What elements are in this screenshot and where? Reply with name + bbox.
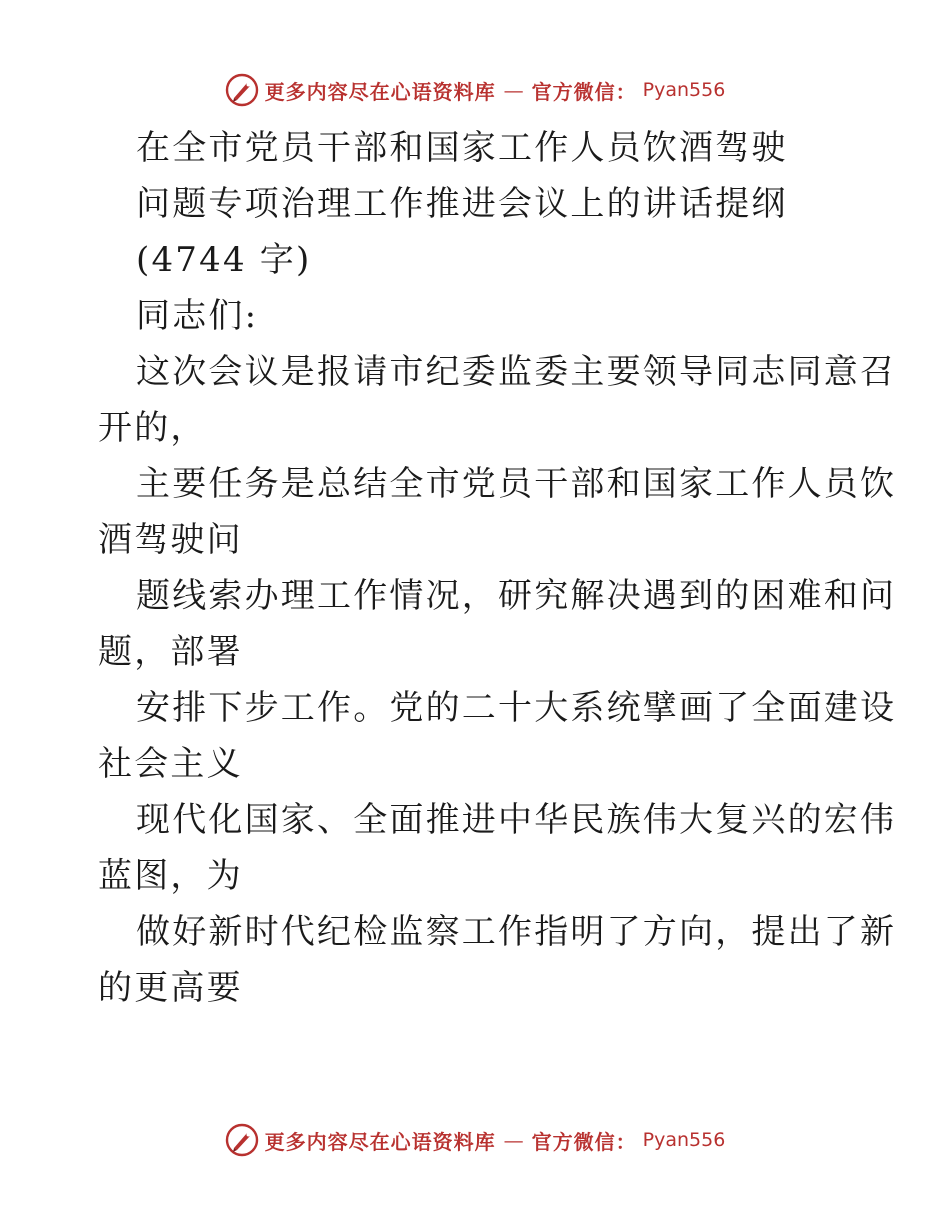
document-title-line-1: 在全市党员干部和国家工作人员饮酒驾驶 (136, 128, 788, 168)
paragraph-line: 这次会议是报请市纪委监委主要领导同志同意召 (136, 352, 897, 392)
document-salutation: 同志们: (136, 296, 259, 336)
document-title-line-2: 问题专项治理工作推进会议上的讲话提纲 (136, 184, 788, 224)
paragraph-line: 蓝图，为 (98, 856, 243, 896)
header-banner (0, 70, 950, 110)
paragraph-line: 题，部署 (98, 632, 243, 672)
header-banner-separator: — (503, 78, 524, 102)
document-word-count: (4744 字) (136, 240, 312, 280)
header-wechat-id: Pyan556 (642, 79, 726, 101)
header-banner-text: 更多内容尽在心语资料库 (264, 79, 496, 104)
footer-banner-separator: — (503, 1128, 524, 1152)
paragraph-line: 安排下步工作。党的二十大系统擘画了全面建设 (136, 688, 897, 728)
footer-wechat-id: Pyan556 (642, 1129, 726, 1151)
paragraph-line: 社会主义 (98, 744, 243, 784)
paragraph-line: 做好新时代纪检监察工作指明了方向，提出了新 (136, 912, 897, 952)
header-wechat-label: 官方微信： (531, 79, 637, 104)
paragraph-line: 题线索办理工作情况，研究解决遇到的困难和问 (136, 576, 897, 616)
pen-logo-icon (225, 1123, 259, 1157)
footer-banner-text: 更多内容尽在心语资料库 (264, 1129, 496, 1154)
paragraph-line: 现代化国家、全面推进中华民族伟大复兴的宏伟 (136, 800, 897, 840)
paragraph-line: 开的， (98, 408, 207, 448)
paragraph-line: 的更高要 (98, 968, 243, 1008)
footer-wechat-label: 官方微信： (531, 1129, 637, 1154)
paragraph-line: 酒驾驶问 (98, 520, 243, 560)
document-body (98, 120, 897, 1016)
pen-logo-icon (225, 73, 259, 107)
footer-banner (0, 1120, 950, 1160)
paragraph-line: 主要任务是总结全市党员干部和国家工作人员饮 (136, 464, 897, 504)
